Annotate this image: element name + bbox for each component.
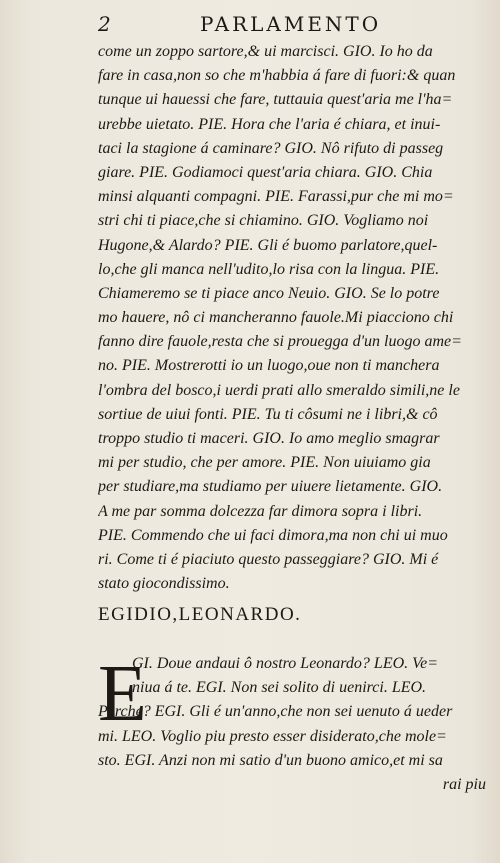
drop-cap: E	[98, 650, 147, 738]
text-line: PIE. Commendo che ui faci dimora,ma non chi ui muo	[98, 526, 448, 544]
text-line: minsi alquanti compagni. PIE. Farassi,pur che mi mo=	[98, 188, 454, 206]
text-line: sortiue de uiui fonti. PIE. Tu ti côsumi ne i libri,& cô	[98, 405, 438, 423]
catchword: rai piu	[442, 775, 486, 793]
text-line: A me par somma dolcezza far dimora sopra i libri.	[98, 502, 423, 520]
page-header	[0, 10, 500, 40]
text-line: sto. EGI. Anzi non mi satio d'un buono amico,et mi sa	[98, 751, 443, 769]
second-dialogue-text	[98, 652, 490, 797]
text-line: l'ombra del bosco,i uerdi prati allo smeraldo simili,ne le	[98, 381, 460, 399]
text-line: Chiameremo se ti piace anco Neuio. GIO. Se lo potre	[98, 284, 440, 302]
text-line: urebbe uietato. PIE. Hora che l'aria é chiara, et inui-	[98, 115, 441, 133]
text-line: fanno dire fauole,resta che si prouegga d'un luogo ame=	[98, 333, 462, 351]
text-line: Perche? EGI. Gli é un'anno,che non sei uenuto á ueder	[98, 703, 453, 721]
text-line: GI. Doue andaui ô nostro Leonardo? LEO. Ve=	[132, 655, 439, 672]
text-line: stato giocondissimo.	[98, 575, 230, 593]
text-line: mi. LEO. Voglio piu presto esser disiderato,che mole=	[98, 727, 447, 745]
dialogue-text	[98, 40, 490, 596]
text-line: no. PIE. Mostrerotti io un luogo,oue non ti manchera	[98, 357, 440, 375]
section-heading: EGIDIO,LEONARDO.	[98, 604, 302, 625]
text-line: troppo studio ti maceri. GIO. Io amo meglio smagrar	[98, 430, 440, 447]
text-line: stri chi ti piace,che si chiamino. GIO. Vogliamo noi	[98, 212, 429, 230]
text-line: per studiare,ma studiamo per uiuere lietamente. GIO.	[98, 478, 443, 496]
text-line: giare. PIE. Godiamoci quest'aria chiara. GIO. Chia	[98, 163, 433, 181]
text-line: come un zoppo sartore,& ui marcisci. GIO. Io ho da	[98, 43, 433, 60]
text-line: mo hauere, nô ci mancheranno fauole.Mi piacciono chi	[98, 309, 454, 327]
text-line: tunque ui hauessi che fare, tuttauia quest'aria me l'ha=	[98, 91, 453, 109]
text-line: lo,che gli manca nell'udito,lo risa con la lingua. PIE.	[98, 260, 440, 278]
text-line: fare in casa,non so che m'habbia á fare di fuori:& quan	[98, 67, 456, 85]
text-line: mi per studio, che per amore. PIE. Non uiuiamo gia	[98, 454, 431, 472]
text-line: taci la stagione á caminare? GIO. Nô rifuto di passeg	[98, 139, 444, 157]
running-head: PARLAMENTO	[200, 12, 382, 36]
text-line: ri. Come ti é piaciuto questo passeggiare? GIO. Mi é	[98, 550, 439, 568]
page-number: 2	[98, 12, 111, 36]
text-line: Hugone,& Alardo? PIE. Gli é buomo parlatore,quel-	[98, 236, 438, 254]
text-line: niua á te. EGI. Non sei solito di uenirci. LEO.	[132, 679, 427, 697]
